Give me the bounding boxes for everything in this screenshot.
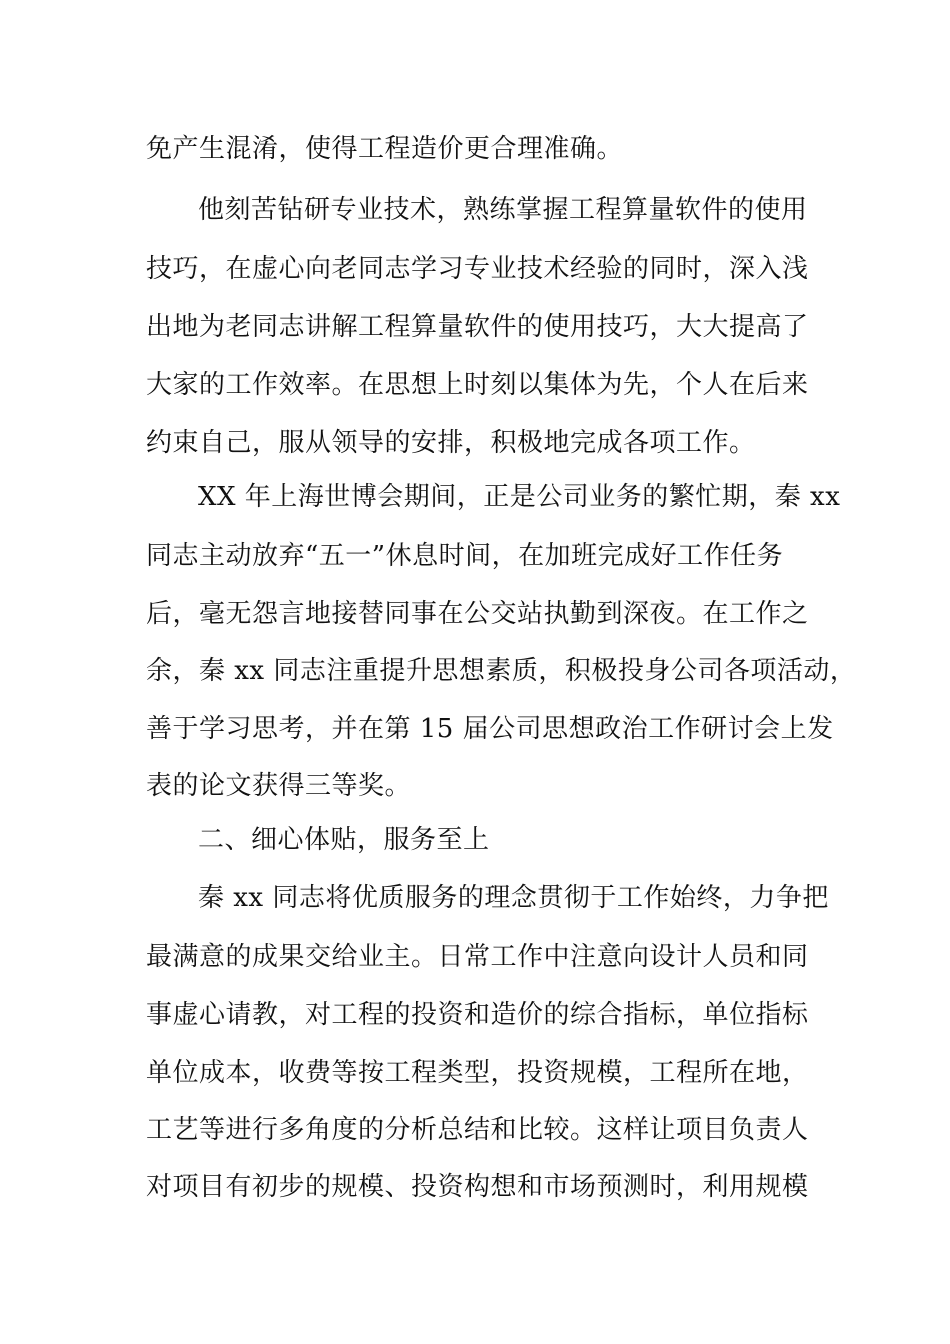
section-heading: 二、细心体贴，服务至上	[198, 825, 490, 855]
text-line: 大家的工作效率。在思想上时刻以集体为先，个人在后来	[146, 370, 809, 400]
text-line: 最满意的成果交给业主。日常工作中注意向设计人员和同	[146, 942, 809, 972]
paragraph-first-line: 他刻苦钻研专业技术，熟练掌握工程算量软件的使用	[198, 195, 808, 225]
text-line: 对项目有初步的规模、投资构想和市场预测时，利用规模	[146, 1172, 809, 1202]
text-line: 免产生混淆，使得工程造价更合理准确。	[146, 134, 624, 164]
paragraph-first-line: 秦 xx 同志将优质服务的理念贯彻于工作始终，力争把	[198, 883, 829, 913]
text-line: 出地为老同志讲解工程算量软件的使用技巧，大大提高了	[146, 312, 809, 342]
text-line: 工艺等进行多角度的分析总结和比较。这样让项目负责人	[146, 1115, 809, 1145]
text-line: 约束自己，服从领导的安排，积极地完成各项工作。	[146, 428, 756, 458]
paragraph-first-line: XX 年上海世博会期间，正是公司业务的繁忙期，秦 xx	[198, 482, 841, 512]
text-line: 善于学习思考，并在第 15 届公司思想政治工作研讨会上发	[146, 714, 834, 744]
text-line: 单位成本，收费等按工程类型，投资规模，工程所在地，	[146, 1058, 809, 1088]
text-line: 余，秦 xx 同志注重提升思想素质，积极投身公司各项活动，	[146, 656, 857, 686]
text-line: 后，毫无怨言地接替同事在公交站执勤到深夜。在工作之	[146, 599, 809, 629]
text-line: 技巧，在虚心向老同志学习专业技术经验的同时，深入浅	[146, 254, 809, 284]
text-line: 事虚心请教，对工程的投资和造价的综合指标，单位指标	[146, 1000, 809, 1030]
text-line: 同志主动放弃“五一”休息时间，在加班完成好工作任务	[146, 541, 784, 571]
text-line: 表的论文获得三等奖。	[146, 771, 412, 801]
